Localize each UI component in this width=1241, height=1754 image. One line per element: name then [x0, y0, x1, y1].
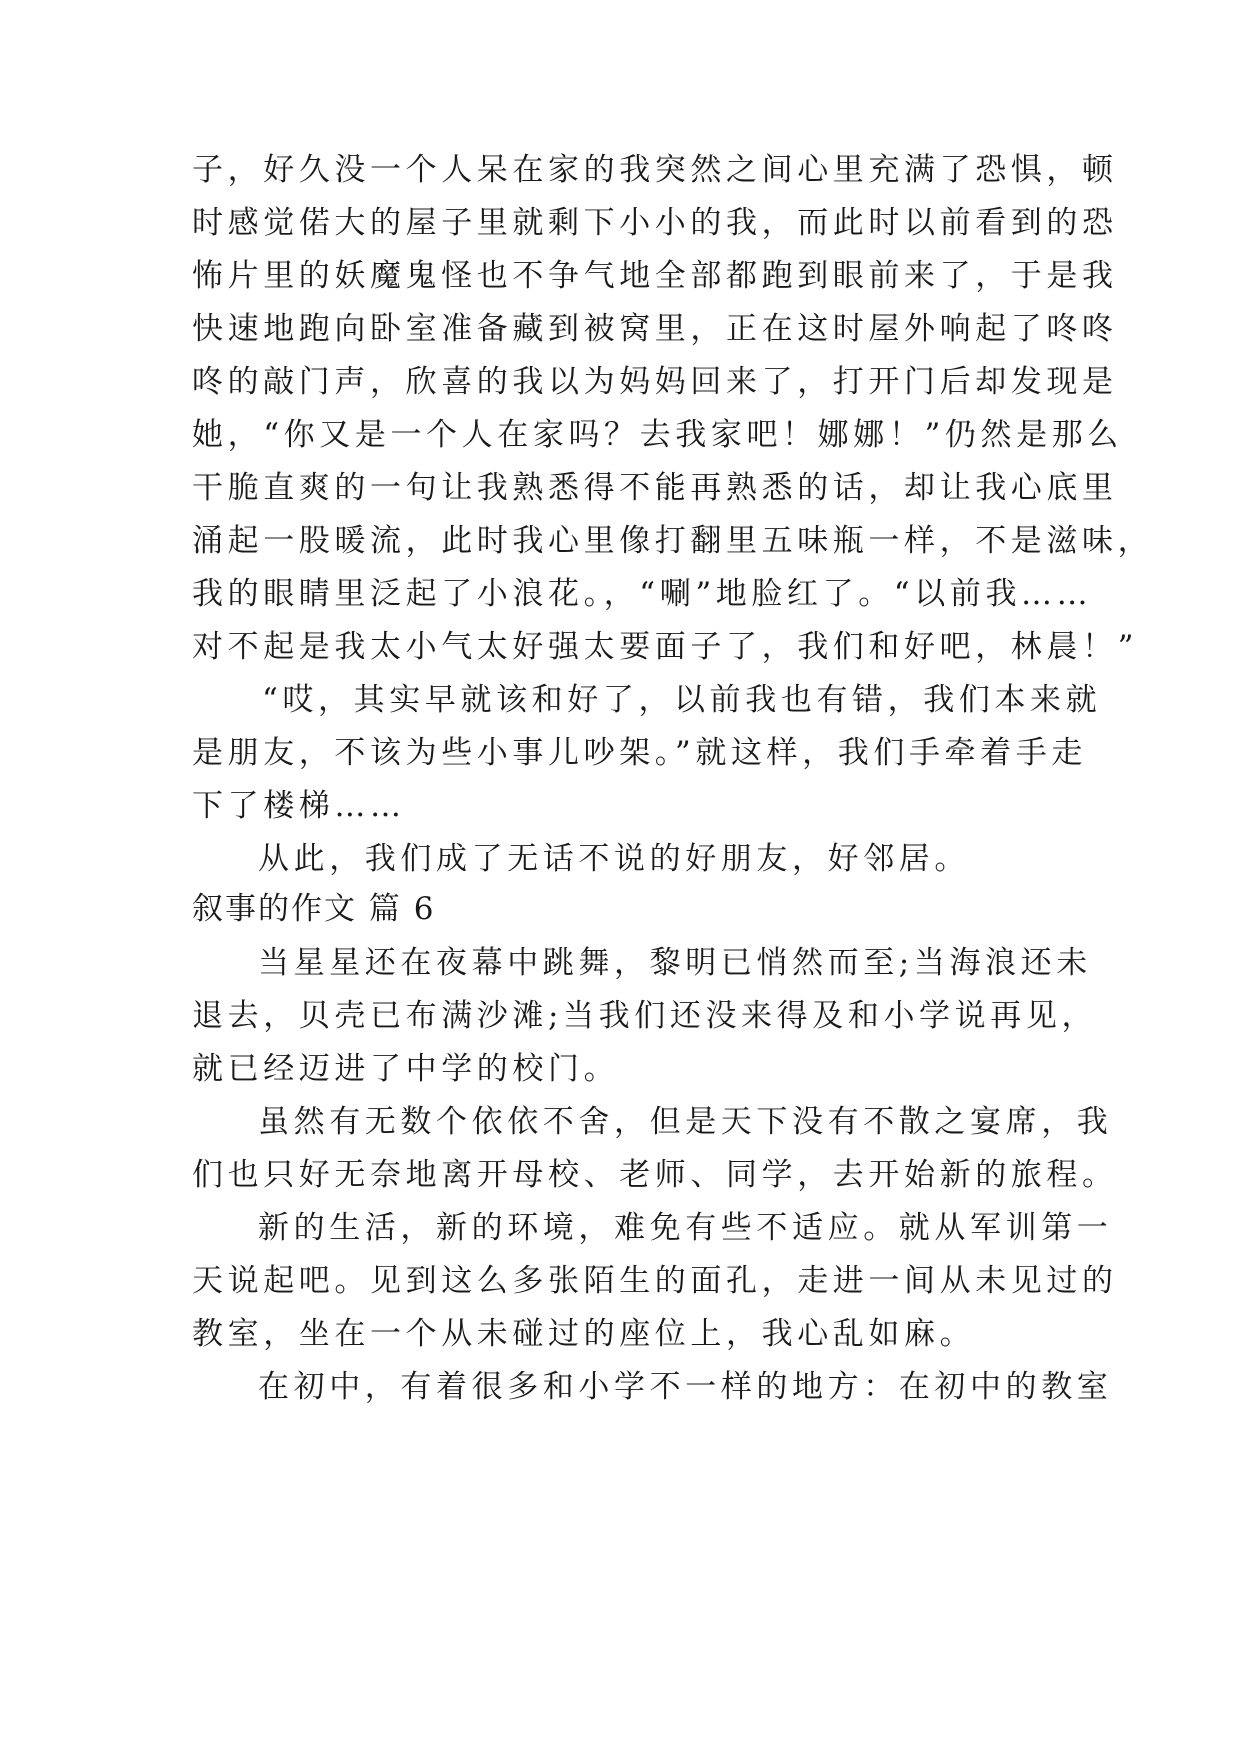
text-line: 子，好久没一个人呆在家的我突然之间心里充满了恐惧，顿	[192, 152, 1118, 188]
section-heading: 叙事的作文 篇 6	[192, 891, 436, 927]
text-line: 就已经迈进了中学的校门。	[192, 1051, 620, 1087]
text-line: 干脆直爽的一句让我熟悉得不能再熟悉的话，却让我心底里	[192, 470, 1118, 506]
paragraph-start: “哎，其实早就该和好了，以前我也有错，我们本来就	[262, 682, 1102, 718]
text-line: 咚的敲门声，欣喜的我以为妈妈回来了，打开门后却发现是	[192, 364, 1118, 400]
text-line: 教室，坐在一个从未碰过的座位上，我心乱如麻。	[192, 1316, 976, 1352]
text-line: 涌起一股暖流，此时我心里像打翻里五味瓶一样，不是滋味，	[192, 523, 1154, 559]
text-line: 退去，贝壳已布满沙滩;当我们还没来得及和小学说再见，	[192, 998, 1098, 1034]
text-line: 时感觉偌大的屋子里就剩下小小的我，而此时以前看到的恐	[192, 205, 1118, 241]
text-line: 下了楼梯……	[192, 788, 406, 824]
text-line: 我的眼睛里泛起了小浪花。，“唰”地脸红了。“以前我……	[192, 576, 1093, 612]
text-line: 对不起是我太小气太好强太要面子了，我们和好吧，林晨！”	[192, 629, 1139, 665]
text-line: 是朋友，不该为些小事儿吵架。”就这样，我们手牵着手走	[192, 735, 1087, 771]
paragraph-start: 在初中，有着很多和小学不一样的地方：在初中的教室	[258, 1369, 1113, 1405]
text-line: 们也只好无奈地离开母校、老师、同学，去开始新的旅程。	[192, 1157, 1118, 1193]
paragraph-start: 新的生活，新的环境，难免有些不适应。就从军训第一	[258, 1210, 1113, 1246]
text-line: 怖片里的妖魔鬼怪也不争气地全部都跑到眼前来了，于是我	[192, 258, 1118, 294]
paragraph-start: 当星星还在夜幕中跳舞，黎明已悄然而至;当海浪还未	[258, 945, 1092, 981]
text-line: 她，“你又是一个人在家吗？去我家吧！娜娜！”仍然是那么	[192, 417, 1123, 453]
text-line: 天说起吧。见到这么多张陌生的面孔，走进一间从未见过的	[192, 1263, 1118, 1299]
text-line: 快速地跑向卧室准备藏到被窝里，正在这时屋外响起了咚咚	[192, 311, 1118, 347]
paragraph-start: 从此，我们成了无话不说的好朋友，好邻居。	[258, 841, 970, 877]
paragraph-start: 虽然有无数个依依不舍，但是天下没有不散之宴席，我	[258, 1104, 1113, 1140]
